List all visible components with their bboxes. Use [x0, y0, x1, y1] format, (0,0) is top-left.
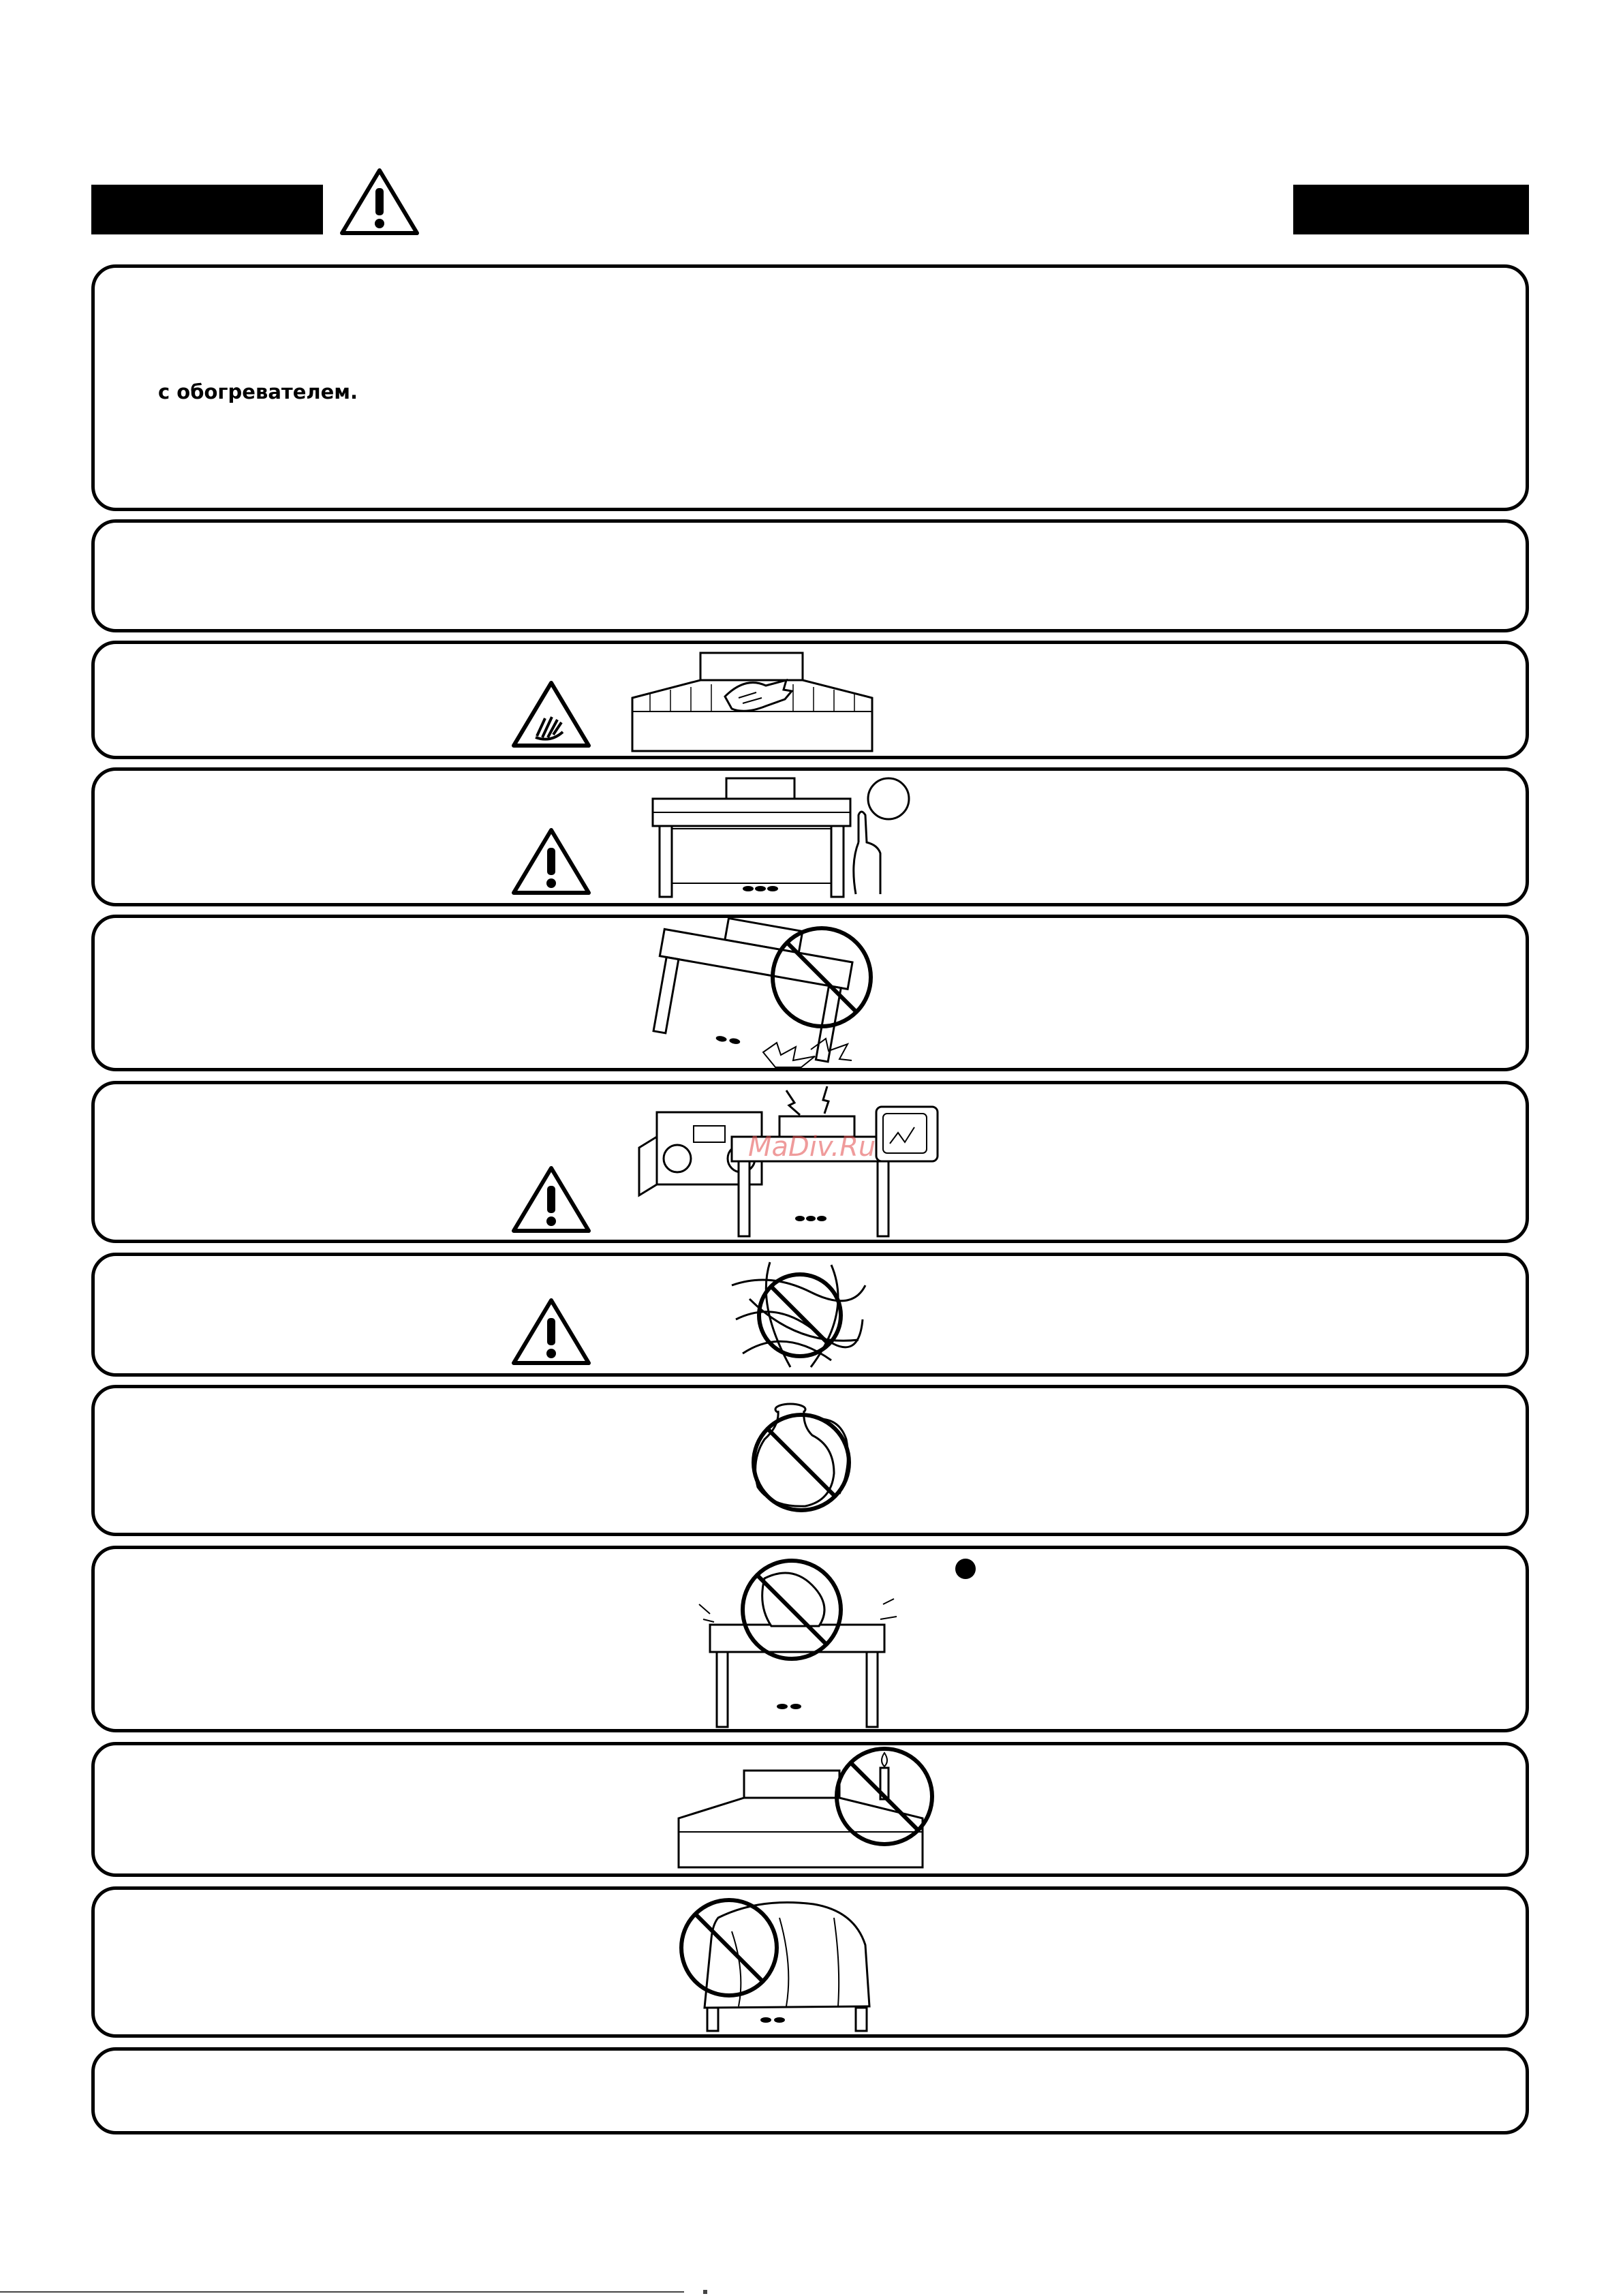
piano-with-finger-pointing-figure: [646, 774, 918, 901]
footer-rule: [0, 2291, 684, 2293]
safety-panel-2: [91, 519, 1529, 632]
covered-piano-prohibited-figure: [677, 1891, 882, 2035]
hand-pinched-by-key-cover-figure: [630, 649, 878, 756]
warning-triangle-icon: [338, 166, 421, 237]
safety-panel-12: [91, 2047, 1529, 2134]
piano-tipping-over-prohibited-figure: [647, 916, 893, 1070]
header-label-bar-right: [1293, 185, 1529, 234]
tangled-cables-prohibited-figure: [729, 1258, 869, 1373]
heavy-object-on-keyboard-prohibited-figure: [696, 1551, 901, 1730]
watermark-text: MaDiv.Ru: [748, 1131, 876, 1163]
panel-1-caption: с обогревателем.: [158, 380, 358, 403]
warning-triangle-icon: [510, 1164, 593, 1235]
bullet-dot: [955, 1559, 976, 1579]
header-label-bar-left: [91, 185, 323, 234]
candle-on-piano-prohibited-figure: [676, 1747, 939, 1871]
footer-mark: [703, 2290, 707, 2294]
warning-triangle-icon: [510, 1296, 593, 1367]
hand-caution-triangle-icon: [510, 679, 593, 750]
vase-on-piano-prohibited-figure: [744, 1398, 860, 1516]
warning-triangle-icon: [510, 826, 593, 897]
